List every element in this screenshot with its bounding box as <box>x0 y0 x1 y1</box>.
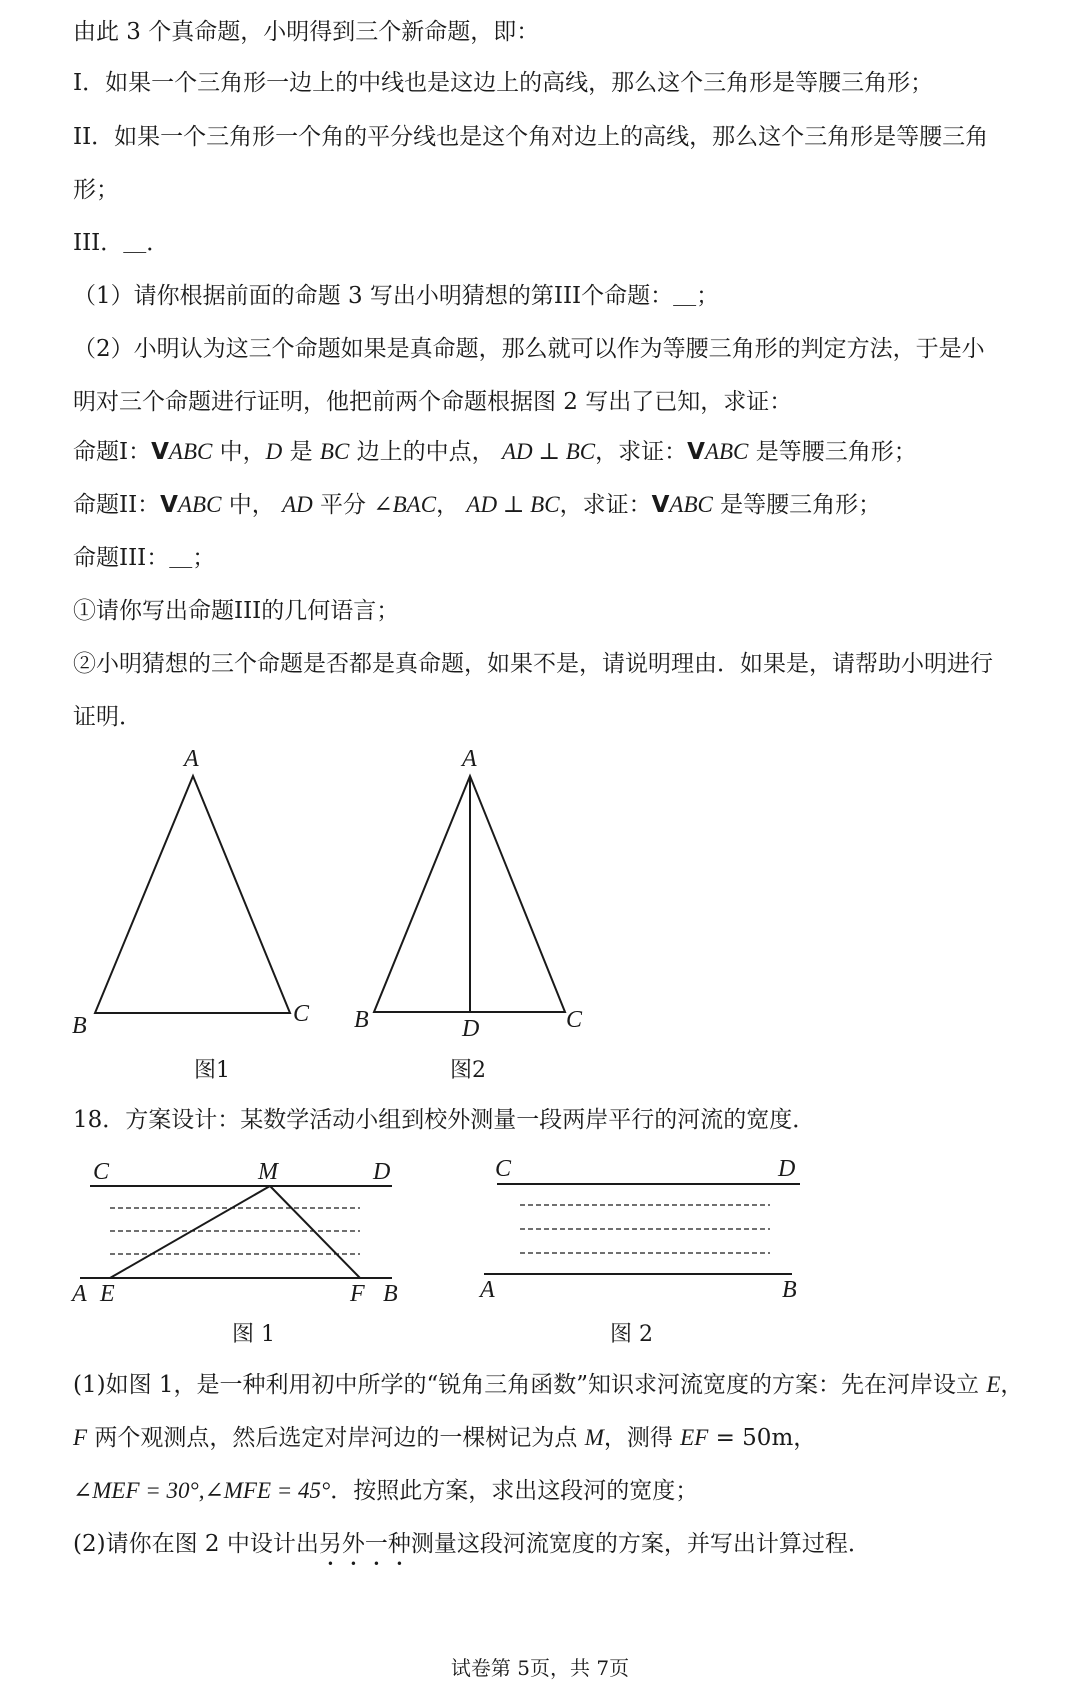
problem-18-q1-line2: F 两个观测点，然后选定对岸河边的一棵树记为点 M，测得 EF = 50m， <box>73 1425 817 1451</box>
proposition-3-blank: 命题III：＿； <box>73 545 216 571</box>
fig2-caption: 图2 <box>450 1058 486 1083</box>
river1-label-m: M <box>258 1159 278 1185</box>
segment-mf <box>270 1186 360 1278</box>
river2-label-b: B <box>782 1277 797 1303</box>
river2-label-a: A <box>480 1277 495 1303</box>
river1-label-b: B <box>383 1281 398 1307</box>
top-figure-2 <box>374 776 565 1012</box>
sub-question-2-line2: 证明． <box>73 704 142 730</box>
river1-label-e: E <box>100 1281 115 1307</box>
fig2-label-b: B <box>354 1007 369 1033</box>
sub-question-2-line1: ②小明猜想的三个命题是否都是真命题，如果不是，请说明理由．如果是，请帮助小明进行 <box>73 651 993 677</box>
segment-me <box>110 1186 270 1278</box>
problem-18-q2: (2)请你在图 2 中设计出另外一种测量这段河流宽度的方案，并写出计算过程． <box>73 1531 871 1557</box>
top-figure-1 <box>95 776 290 1013</box>
proposition-ii-text-cont: 形； <box>73 177 119 203</box>
fig2-label-d: D <box>462 1016 480 1042</box>
proposition-i-text: I．如果一个三角形一边上的中线也是这边上的高线，那么这个三角形是等腰三角形； <box>73 70 934 96</box>
problem-18-q1-line1: (1)如图 1，是一种利用初中所学的“锐角三角函数”知识求河流宽度的方案：先在河岸设立 E， <box>73 1372 1024 1398</box>
problem-18-title: 18．方案设计：某数学活动小组到校外测量一段两岸平行的河流的宽度． <box>73 1107 816 1133</box>
river2-caption: 图 2 <box>610 1322 653 1347</box>
page-footer: 试卷第 5页，共 7页 <box>450 1656 630 1680</box>
intro-line: 由此 3 个真命题，小明得到三个新命题，即： <box>73 19 540 45</box>
fig1-label-b: B <box>72 1013 87 1039</box>
triangle-abc-fig1 <box>95 776 290 1013</box>
river-figure-2 <box>484 1184 800 1274</box>
river2-label-c: C <box>495 1156 512 1182</box>
proposition-1-statement: 命题I：VABC 中，D 是 BC 边上的中点， AD ⊥ BC，求证：VABC 是等腰三角形； <box>73 439 917 465</box>
question-1: （1）请你根据前面的命题 3 写出小明猜想的第III个命题：＿； <box>73 283 720 309</box>
river1-label-d: D <box>373 1159 391 1185</box>
river1-label-c: C <box>93 1159 110 1185</box>
river1-label-a: A <box>72 1281 87 1307</box>
proposition-ii-text: II．如果一个三角形一个角的平分线也是这个角对边上的高线，那么这个三角形是等腰三角 <box>73 124 989 150</box>
emphasis-dotted-text: 另外一种 <box>318 1531 411 1557</box>
river1-caption: 图 1 <box>232 1322 275 1347</box>
fig2-label-c: C <box>566 1007 583 1033</box>
river-figure-1 <box>80 1186 392 1278</box>
fig2-label-a: A <box>462 746 477 772</box>
fig1-label-c: C <box>293 1001 310 1027</box>
problem-18-q1-line3: ∠MEF = 30°,∠MFE = 45°．按照此方案，求出这段河的宽度； <box>73 1478 699 1504</box>
question-2-line1: （2）小明认为这三个命题如果是真命题，那么就可以作为等腰三角形的判定方法，于是小 <box>73 336 985 362</box>
fig1-caption: 图1 <box>194 1058 230 1083</box>
proposition-iii-blank: III．＿． <box>73 230 170 256</box>
river2-label-d: D <box>778 1156 796 1182</box>
fig1-label-a: A <box>184 746 199 772</box>
sub-question-1: ①请你写出命题III的几何语言； <box>73 598 400 624</box>
proposition-2-statement: 命题II：VABC 中， AD 平分 ∠BAC， AD ⊥ BC，求证：VABC 是等腰三角形； <box>73 492 882 518</box>
question-2-line2: 明对三个命题进行证明，他把前两个命题根据图 2 写出了已知，求证： <box>73 389 793 415</box>
river1-label-f: F <box>350 1281 365 1307</box>
